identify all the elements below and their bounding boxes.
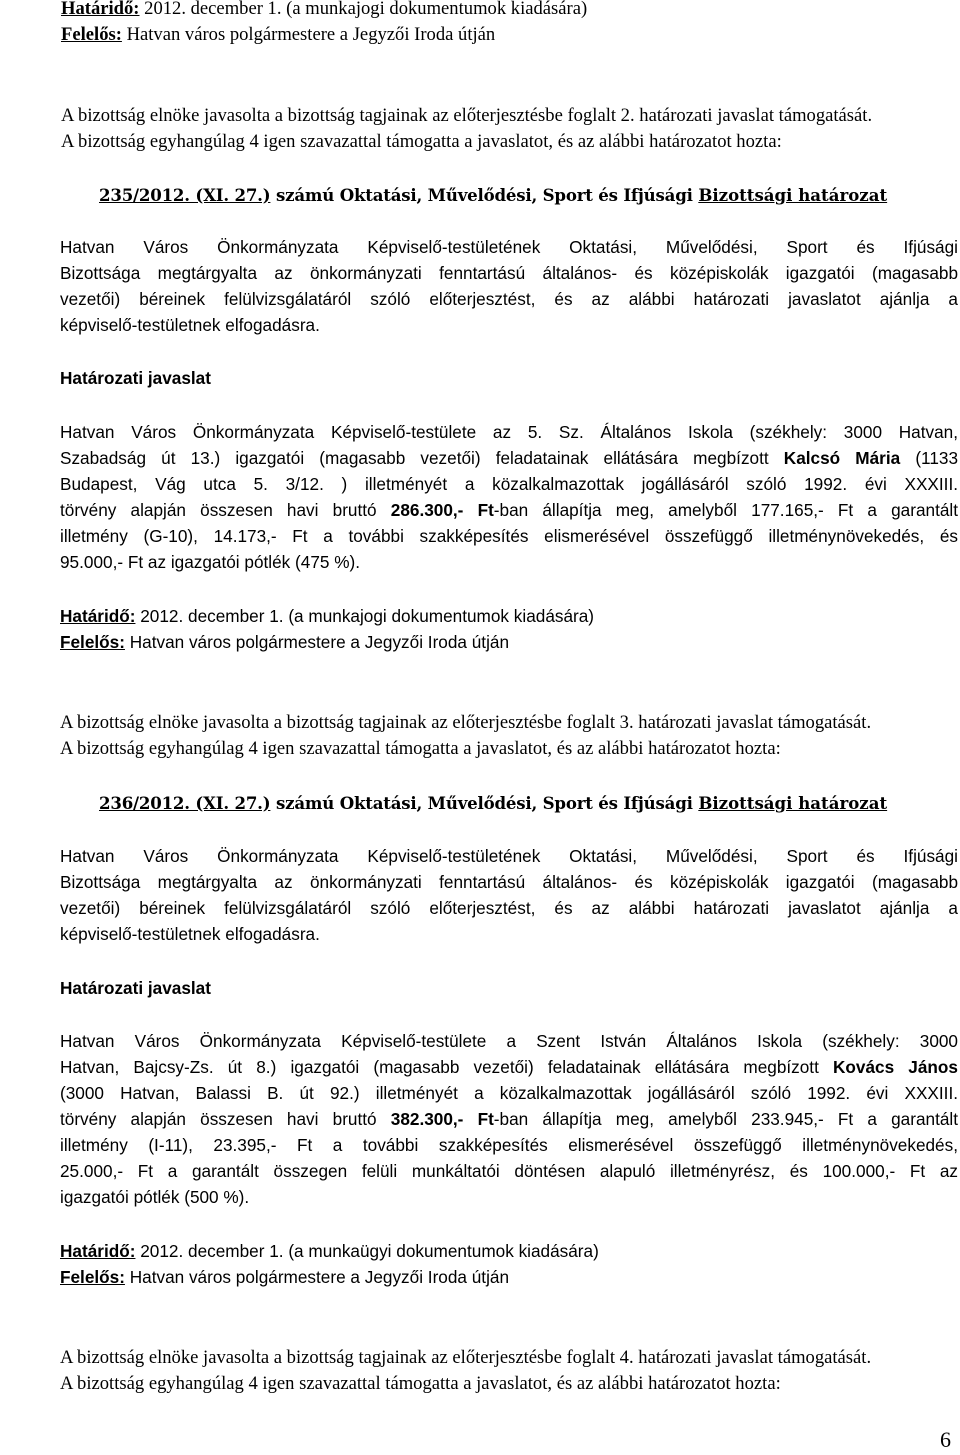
- intro-line: Bizottsága megtárgyalta az önkormányzati fenntartású általános- és középiskolák igazgatói (magasabb: [60, 872, 958, 892]
- body-line: Hatvan Város Önkormányzata Képviselő-testülete az 5. Sz. Általános Iskola (székhely: 3000 Hatvan,: [60, 422, 958, 442]
- responsible-label: Felelős:: [60, 632, 125, 652]
- body-line: [60, 498, 958, 522]
- body-text: törvény alapján összesen havi bruttó: [60, 500, 391, 520]
- responsible-text: Hatvan város polgármestere a Jegyzői Iroda útján: [124, 1267, 510, 1287]
- salary-amount: 286.300,- Ft: [390, 500, 494, 520]
- deadline-line: [61, 0, 959, 21]
- deadline-label: Határidő:: [60, 1241, 136, 1261]
- responsible-line: [60, 1265, 958, 1289]
- vote-line: A bizottság egyhangúlag 4 igen szavazattal támogatta a javaslatot, és az alábbi határozatot hozta:: [60, 738, 781, 759]
- deadline-text: 2012. december 1. (a munkaügyi dokumentumok kiadására): [135, 1241, 599, 1261]
- resolution-title: [99, 183, 960, 208]
- body-line: 25.000,- Ft a garantált összegen felüli munkáltatói döntésen alapuló illetményrész, és 100.000,- Ft az: [60, 1161, 958, 1181]
- resolution-title-end: Bizottsági határozat: [698, 793, 888, 813]
- body-line: Hatvan Város Önkormányzata Képviselő-testülete a Szent István Általános Iskola (székhely: 3000: [60, 1031, 958, 1051]
- body-line: igazgatói pótlék (500 %).: [60, 1187, 250, 1207]
- salary-amount: 382.300,- Ft: [390, 1109, 494, 1129]
- body-line: illetmény (I-11), 23.395,- Ft a további szakképesítés elismerésével összefüggő illetménynövekedés,: [60, 1135, 958, 1155]
- body-line: [60, 446, 958, 470]
- proposal-line: A bizottság elnöke javasolta a bizottság tagjainak az előterjesztésbe foglalt 3. határozati javaslat támogatását.: [60, 712, 872, 733]
- deadline-label: Határidő:: [61, 0, 140, 19]
- deadline-label: Határidő:: [60, 606, 136, 626]
- resolution-title-text: számú Oktatási, Művelődési, Sport és Ifjúsági: [270, 793, 699, 813]
- proposal-line: A bizottság elnöke javasolta a bizottság tagjainak az előterjesztésbe foglalt 2. határozati javaslat támogatását.: [61, 105, 873, 126]
- body-text: Hatvan, Bajcsy-Zs. út 8.) igazgatói (magasabb vezetői) feladatainak ellátására megbízott: [60, 1057, 834, 1077]
- resolution-number: 235/2012. (XI. 27.): [99, 185, 271, 205]
- appointee-name: Kalcsó Mária: [783, 448, 901, 468]
- intro-line: Bizottsága megtárgyalta az önkormányzati fenntartású általános- és középiskolák igazgatói (magasabb: [60, 263, 958, 283]
- intro-line: képviselő-testületnek elfogadásra.: [60, 315, 320, 335]
- resolution-title: [99, 791, 960, 816]
- resolution-title-text: számú Oktatási, Művelődési, Sport és Ifjúsági: [270, 185, 699, 205]
- responsible-label: Felelős:: [61, 24, 122, 45]
- body-text: -ban állapítja meg, amelyből 233.945,- Ft a garantált: [493, 1109, 958, 1129]
- deadline-line: [60, 1239, 958, 1263]
- body-line: Budapest, Vág utca 5. 3/12. ) illetményét a közalkalmazottak jogállásáról szóló 1992. évi XXXIII.: [60, 474, 958, 494]
- intro-line: vezetői) béreinek felülvizsgálatáról szóló előterjesztést, és az alábbi határozati javaslatot ajánlja a: [60, 289, 958, 309]
- intro-line: Hatvan Város Önkormányzata Képviselő-testületének Oktatási, Művelődési, Sport és Ifjúsági: [60, 237, 958, 257]
- body-text: (1133: [900, 448, 958, 468]
- intro-line: Hatvan Város Önkormányzata Képviselő-testületének Oktatási, Művelődési, Sport és Ifjúsági: [60, 846, 958, 866]
- page-number: 6: [940, 1427, 951, 1452]
- proposal-line: A bizottság elnöke javasolta a bizottság tagjainak az előterjesztésbe foglalt 4. határozati javaslat támogatását.: [60, 1347, 872, 1368]
- body-line: illetmény (G-10), 14.173,- Ft a további szakképesítés elismerésével összefüggő illetménynövekedés, és: [60, 526, 958, 546]
- resolution-title-end: Bizottsági határozat: [698, 185, 888, 205]
- body-line: 95.000,- Ft az igazgatói pótlék (475 %).: [60, 552, 360, 572]
- intro-line: képviselő-testületnek elfogadásra.: [60, 924, 320, 944]
- body-text: törvény alapján összesen havi bruttó: [60, 1109, 391, 1129]
- body-text: Szabadság út 13.) igazgatói (magasabb vezetői) feladatainak ellátására megbízott: [60, 448, 784, 468]
- vote-line: A bizottság egyhangúlag 4 igen szavazattal támogatta a javaslatot, és az alábbi határozatot hozta:: [61, 131, 782, 152]
- body-line: (3000 Hatvan, Balassi B. út 92.) illetményét a közalkalmazottak jogállásáról szóló 1992. évi XXXIII.: [60, 1083, 958, 1103]
- proposal-heading: Határozati javaslat: [60, 368, 211, 388]
- intro-line: vezetői) béreinek felülvizsgálatáról szóló előterjesztést, és az alábbi határozati javaslatot ajánlja a: [60, 898, 958, 918]
- responsible-line: [61, 23, 959, 47]
- responsible-label: Felelős:: [60, 1267, 125, 1287]
- vote-line: A bizottság egyhangúlag 4 igen szavazattal támogatta a javaslatot, és az alábbi határozatot hozta:: [60, 1373, 781, 1394]
- body-line: [60, 1107, 958, 1131]
- body-line: [60, 1055, 958, 1079]
- proposal-heading: Határozati javaslat: [60, 978, 211, 998]
- deadline-line: [60, 604, 958, 628]
- responsible-text: Hatvan város polgármestere a Jegyzői Iroda útján: [124, 632, 510, 652]
- deadline-text: 2012. december 1. (a munkajogi dokumentumok kiadására): [139, 0, 588, 19]
- resolution-number: 236/2012. (XI. 27.): [99, 793, 271, 813]
- responsible-line: [60, 630, 958, 654]
- body-text: -ban állapítja meg, amelyből 177.165,- Ft a garantált: [493, 500, 958, 520]
- deadline-text: 2012. december 1. (a munkajogi dokumentumok kiadására): [135, 606, 595, 626]
- responsible-text: Hatvan város polgármestere a Jegyzői Iroda útján: [121, 24, 496, 45]
- appointee-name: Kovács János: [833, 1057, 958, 1077]
